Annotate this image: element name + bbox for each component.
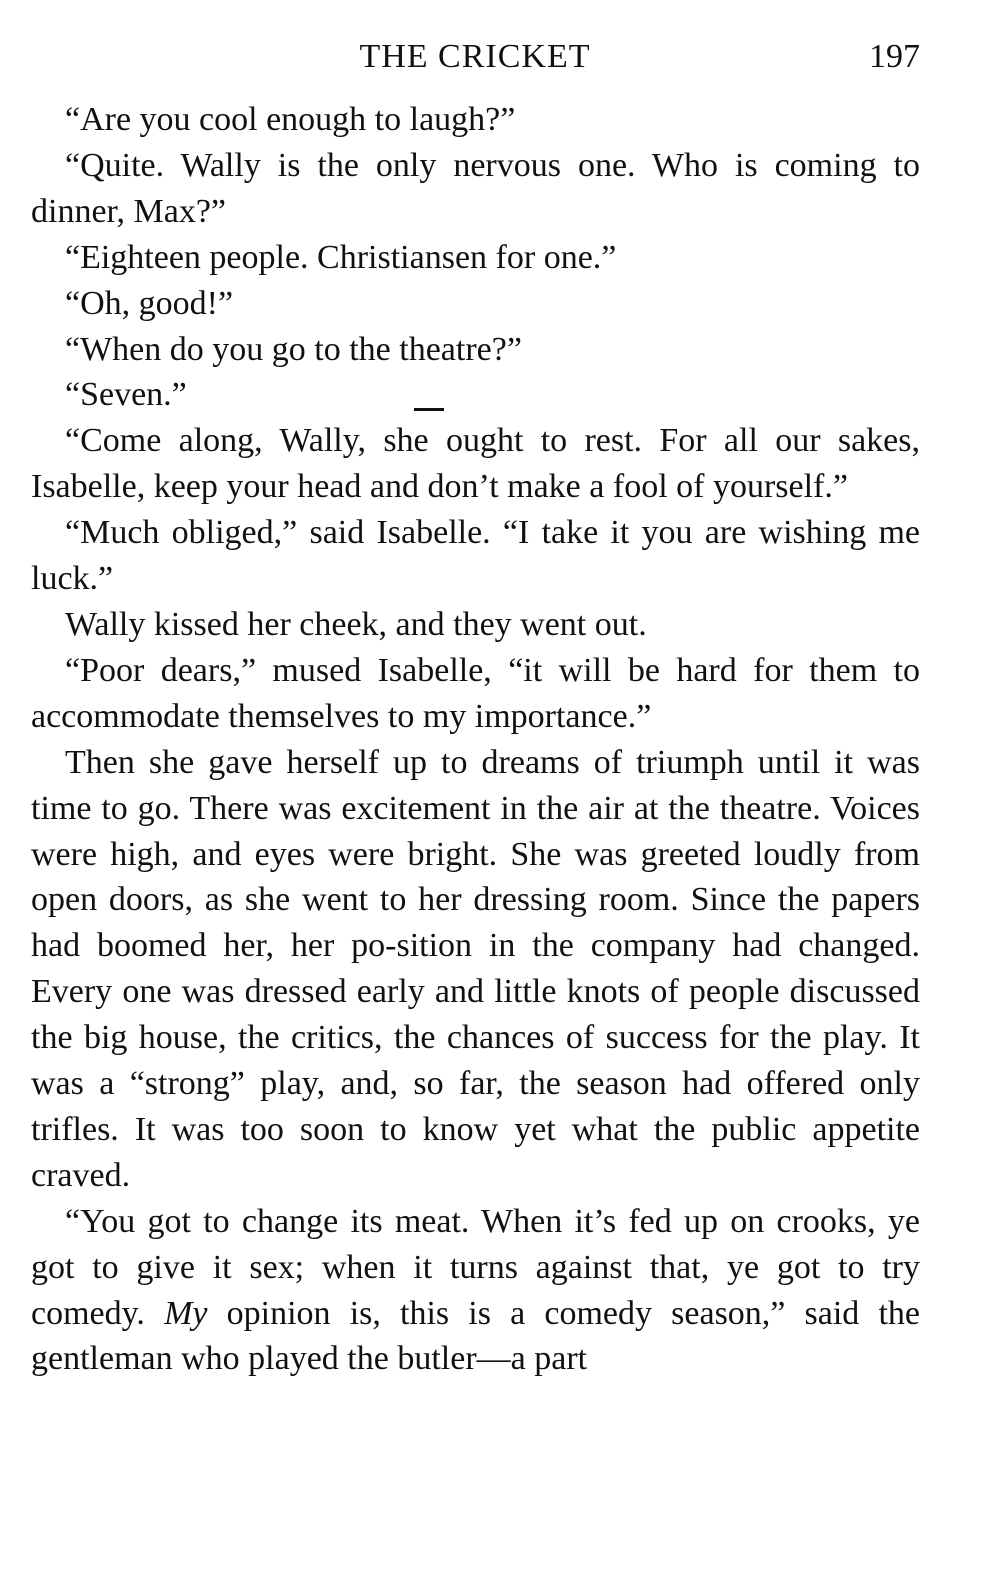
body-text — [31, 97, 920, 1382]
page-number: 197 — [869, 38, 920, 75]
paragraph: Wally kissed her cheek, and they went out. — [65, 605, 647, 643]
running-title: THE CRICKET — [359, 38, 591, 75]
paragraph: “When do you go to the theatre?” — [65, 330, 522, 368]
paragraph: “Quite. Wally is the only nervous one. Who is coming to dinner, Max?” — [31, 146, 920, 230]
paragraph: “Much obliged,” said Isabelle. “I take it you are wishing me luck.” — [31, 514, 920, 598]
paragraph: “Seven.” — [65, 376, 187, 414]
paragraph: “Oh, good!” — [65, 284, 234, 322]
text-run: opinion is, this is a comedy season,” said the gentleman who played the butler—a part — [31, 1294, 920, 1378]
paragraph: Then she gave herself up to dreams of triumph until it was time to go. There was excitement in the air at the theatre. Voices were high, and eyes were bright. She was greeted loudly from open doors, as she went to her dressing room. Since the papers had boomed her, her po-sition in the company had changed. Every one was dressed early and little knots of people discussed the big house, the critics, the chances of success for the play. It was a “strong” play, and, so far, the season had offered only trifles. It was too soon to know yet what the public appetite craved. — [31, 743, 920, 1194]
paragraph: “Come along, Wally, she ought to rest. For all our sakes, Isabelle, keep your head and don’t make a fool of yourself.” — [31, 422, 920, 506]
paragraph-last — [31, 1199, 920, 1383]
paragraph: “Are you cool enough to laugh?” — [65, 101, 516, 138]
text-run: “You got to change its meat. When it’s fed up on crooks, ye got to give it sex; when it turns against that, ye got to try comedy. — [31, 1202, 920, 1332]
emphasis-text: My — [164, 1294, 208, 1332]
running-head — [30, 38, 920, 88]
paragraph: “Poor dears,” mused Isabelle, “it will be hard for them to accommodate themselves to my importance.” — [31, 651, 920, 735]
paragraph: “Eighteen people. Christiansen for one.” — [65, 238, 617, 276]
